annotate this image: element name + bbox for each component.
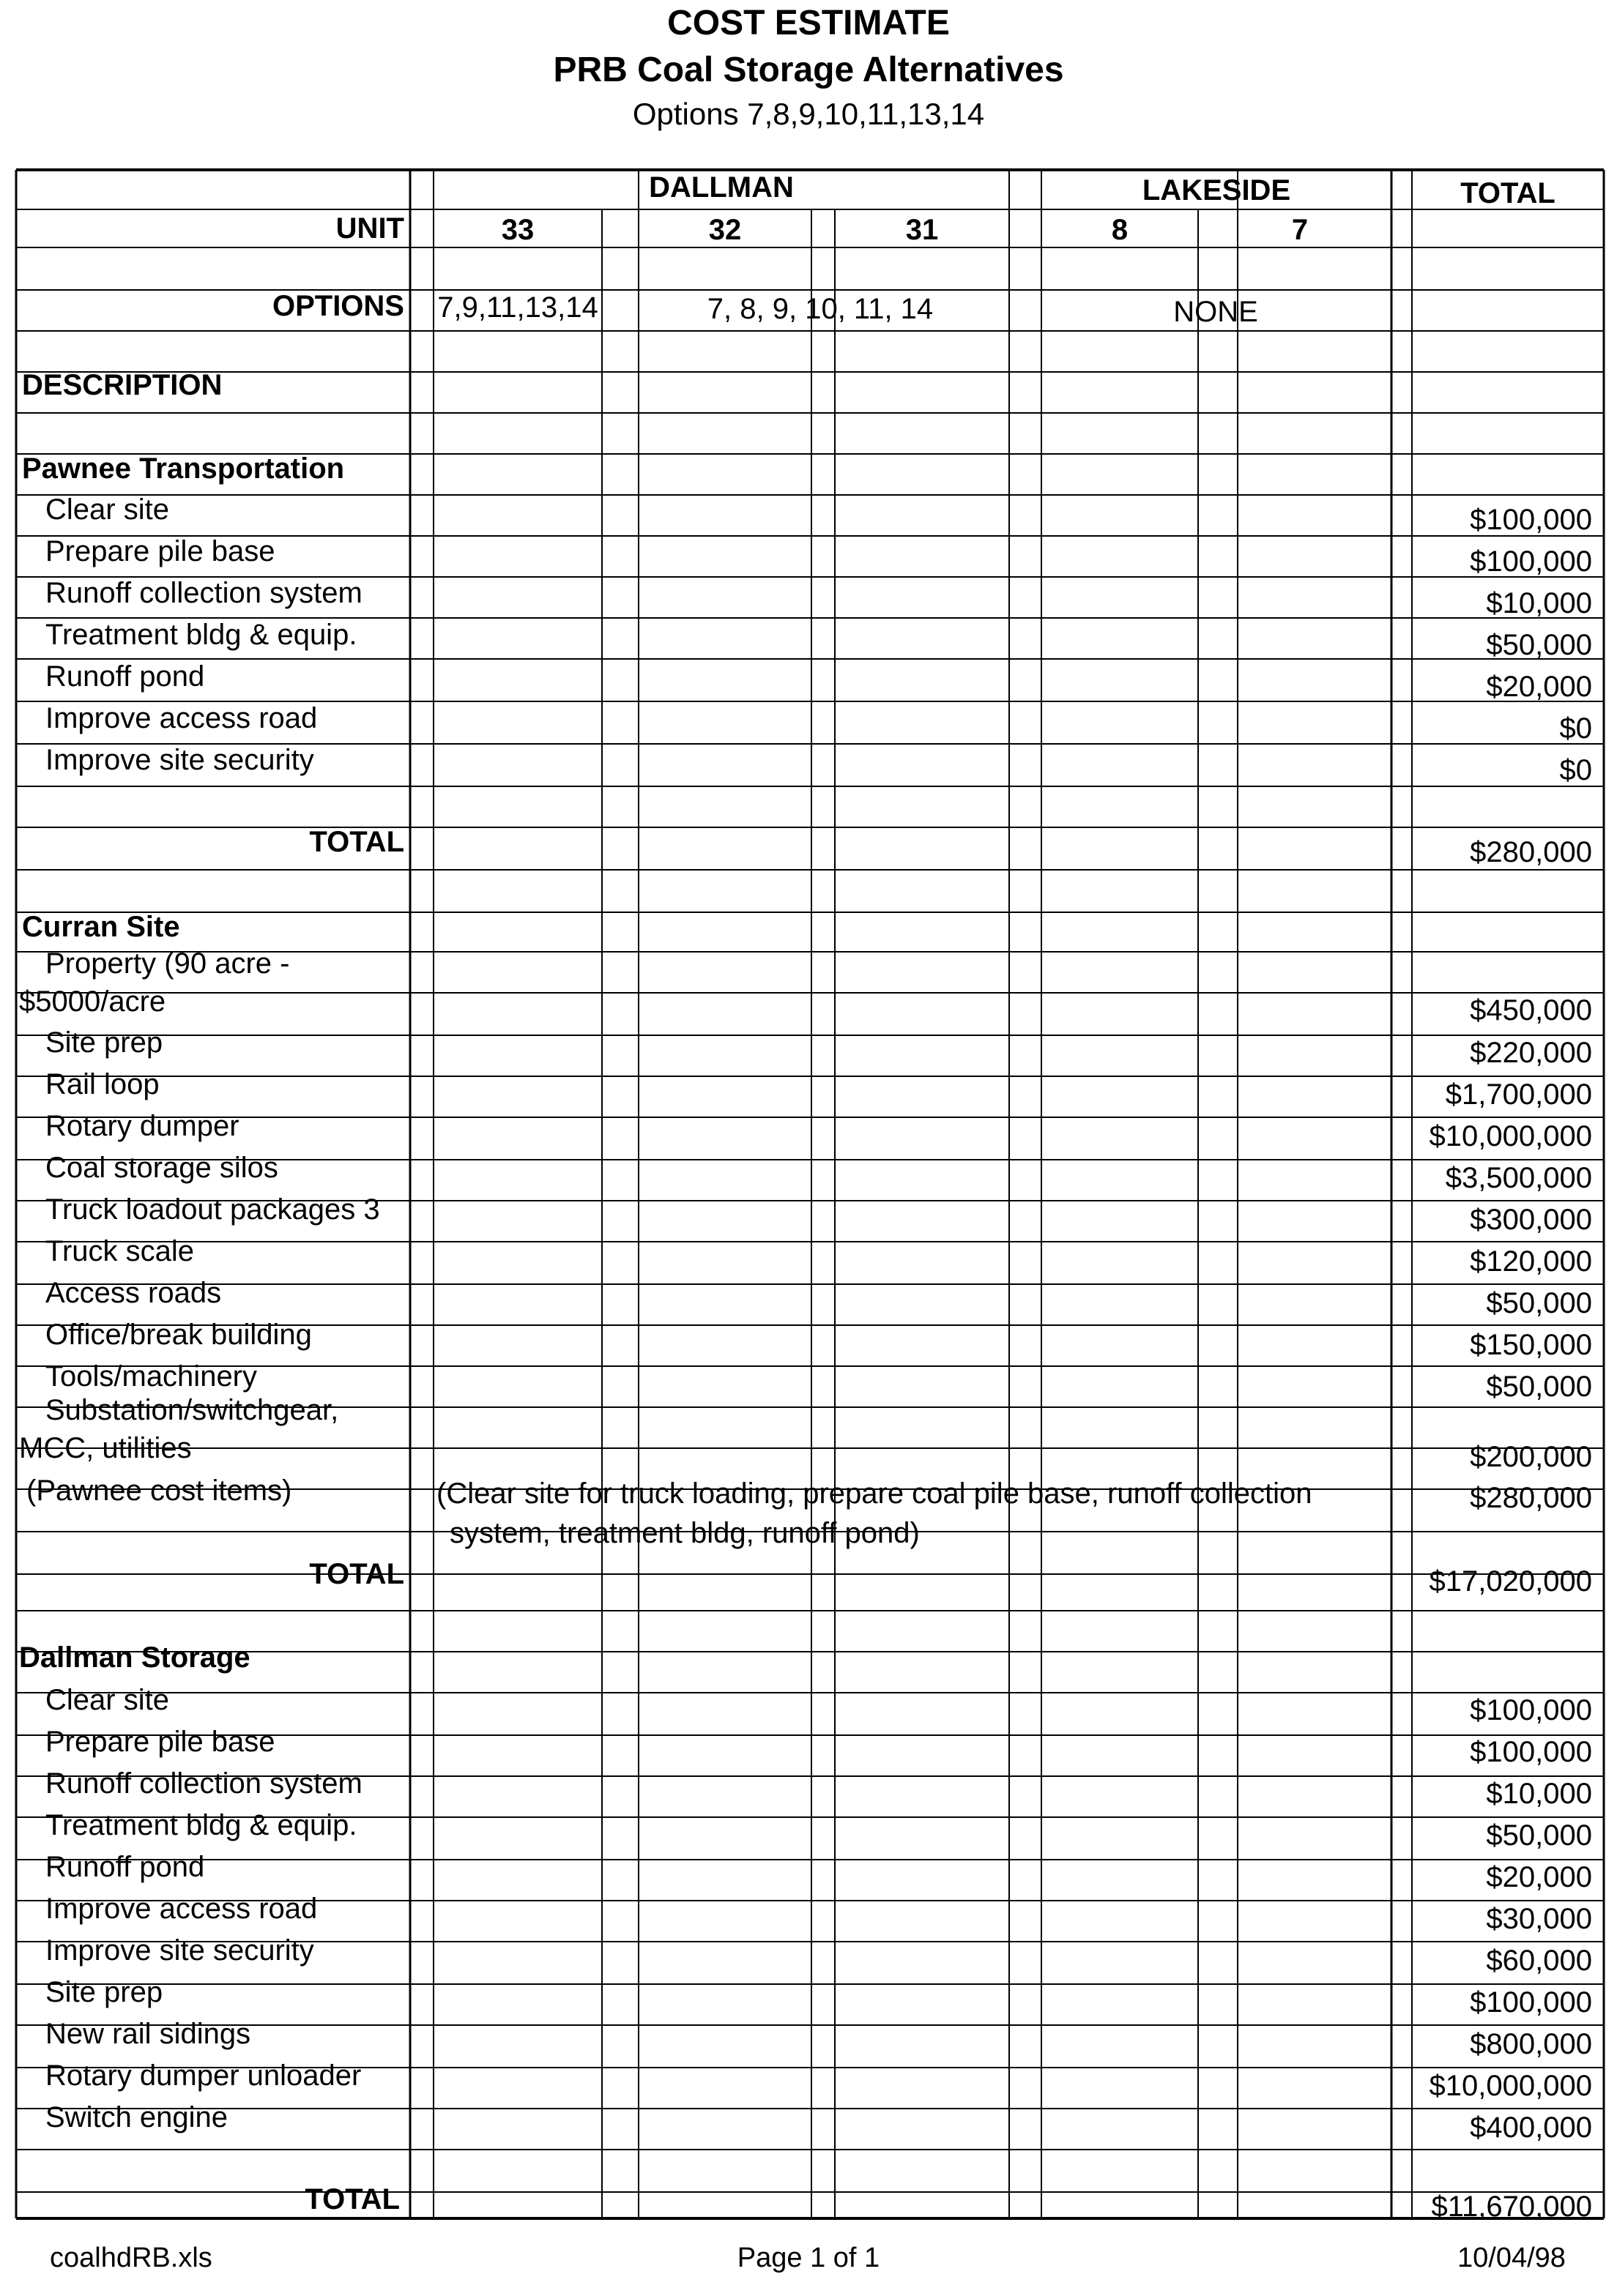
dallman-storage-item-total: $60,000 <box>1486 1945 1592 1977</box>
dallman-storage-item-label: Runoff collection system <box>45 1767 363 1800</box>
options-dallman: 7, 8, 9, 10, 11, 14 <box>707 293 934 325</box>
pawnee-item-label: Runoff collection system <box>45 577 363 609</box>
curran-item-total: $10,000,000 <box>1429 1120 1592 1152</box>
pawnee-item-label: Prepare pile base <box>45 535 275 567</box>
pawnee-item-total: $100,000 <box>1470 504 1592 536</box>
dallman-storage-item-label: Improve access road <box>45 1893 318 1925</box>
pawnee-item-label: Improve access road <box>45 702 318 734</box>
options-label: OPTIONS <box>272 290 404 322</box>
dallman-storage-item-total: $30,000 <box>1486 1903 1592 1935</box>
curran-item-label: Truck loadout packages 3 <box>45 1193 380 1226</box>
curran-item-label: Access roads <box>45 1277 222 1309</box>
curran-item-label: Coal storage silos <box>45 1152 278 1184</box>
curran-pawnee-items-note: system, treatment bldg, runoff pond) <box>450 1517 920 1549</box>
curran-item-total: $1,700,000 <box>1445 1078 1592 1111</box>
dallman-storage-item-total: $50,000 <box>1486 1819 1592 1852</box>
curran-pawnee-items-total: $280,000 <box>1470 1482 1592 1514</box>
dallman-storage-item-total: $20,000 <box>1486 1861 1592 1893</box>
dallman-storage-item-total: $10,000,000 <box>1429 2070 1592 2102</box>
footer-page: Page 1 of 1 <box>737 2243 880 2273</box>
dallman-storage-item-total: $400,000 <box>1470 2112 1592 2144</box>
dallman-storage-item-total: $100,000 <box>1470 1736 1592 1768</box>
pawnee-item-label: Runoff pond <box>45 660 205 693</box>
curran-total-label: TOTAL <box>309 1558 404 1590</box>
description-label: DESCRIPTION <box>22 369 223 401</box>
curran-substation-line1: Substation/switchgear, <box>45 1394 339 1426</box>
curran-item-label: Tools/machinery <box>45 1360 258 1393</box>
dallman-storage-item-label: New rail sidings <box>45 2018 251 2050</box>
dallman-storage-item-label: Switch engine <box>45 2101 228 2133</box>
options-unit-33: 7,9,11,13,14 <box>437 291 598 324</box>
dallman-storage-item-label: Site prep <box>45 1976 163 2008</box>
pawnee-item-label: Clear site <box>45 493 169 526</box>
dallman-storage-total-label: TOTAL <box>305 2183 400 2215</box>
dallman-storage-total-value: $11,670,000 <box>1431 2191 1592 2223</box>
document-subtitle: PRB Coal Storage Alternatives <box>553 51 1064 89</box>
pawnee-item-total: $20,000 <box>1486 671 1592 703</box>
footer-date: 10/04/98 <box>1457 2243 1566 2273</box>
curran-item-label: Rail loop <box>45 1068 160 1100</box>
curran-item-total: $300,000 <box>1470 1204 1592 1236</box>
unit-number: 33 <box>501 214 535 246</box>
unit-label: UNIT <box>335 212 404 245</box>
curran-item-label: Rotary dumper <box>45 1110 239 1142</box>
lakeside-group-header: LAKESIDE <box>1142 174 1291 206</box>
unit-number: 32 <box>708 214 742 246</box>
dallman-storage-item-label: Clear site <box>45 1684 169 1716</box>
curran-substation-total: $200,000 <box>1470 1441 1592 1473</box>
pawnee-item-total: $10,000 <box>1486 587 1592 619</box>
pawnee-item-label: Treatment bldg & equip. <box>45 619 357 651</box>
dallman-storage-item-label: Runoff pond <box>45 1851 205 1883</box>
total-column-header: TOTAL <box>1460 177 1555 209</box>
dallman-storage-item-label: Treatment bldg & equip. <box>45 1809 357 1841</box>
curran-heading: Curran Site <box>22 911 180 943</box>
document-title: COST ESTIMATE <box>667 4 950 42</box>
dallman-storage-item-total: $800,000 <box>1470 2028 1592 2060</box>
unit-number: 31 <box>905 214 939 246</box>
pawnee-item-total: $0 <box>1559 754 1592 786</box>
dallman-storage-item-total: $100,000 <box>1470 1694 1592 1726</box>
curran-item-total: $50,000 <box>1486 1371 1592 1403</box>
pawnee-heading: Pawnee Transportation <box>22 452 345 485</box>
options-lakeside: NONE <box>1173 296 1258 328</box>
curran-property-line2: $5000/acre <box>19 985 166 1018</box>
options-line: Options 7,8,9,10,11,13,14 <box>632 97 985 131</box>
dallman-storage-item-total: $100,000 <box>1470 1986 1592 2019</box>
dallman-storage-item-label: Rotary dumper unloader <box>45 2060 362 2092</box>
curran-substation-line2: MCC, utilities <box>19 1432 192 1464</box>
pawnee-total-value: $280,000 <box>1470 836 1592 868</box>
curran-item-total: $220,000 <box>1470 1037 1592 1069</box>
curran-item-label: Office/break building <box>45 1319 312 1351</box>
dallman-storage-item-label: Prepare pile base <box>45 1726 275 1758</box>
curran-item-total: $50,000 <box>1486 1287 1592 1319</box>
curran-item-total: $3,500,000 <box>1445 1162 1592 1194</box>
curran-property-total: $450,000 <box>1470 994 1592 1026</box>
pawnee-item-total: $100,000 <box>1470 545 1592 578</box>
curran-total-value: $17,020,000 <box>1429 1565 1592 1598</box>
pawnee-total-label: TOTAL <box>309 826 404 858</box>
dallman-group-header: DALLMAN <box>649 171 794 204</box>
pawnee-item-label: Improve site security <box>45 744 314 776</box>
pawnee-item-total: $50,000 <box>1486 629 1592 661</box>
curran-property-line1: Property (90 acre - <box>45 947 290 980</box>
unit-number: 8 <box>1111 214 1129 246</box>
footer-filename: coalhdRB.xls <box>50 2243 212 2273</box>
curran-item-total: $150,000 <box>1470 1329 1592 1361</box>
dallman-storage-item-total: $10,000 <box>1486 1778 1592 1810</box>
curran-item-label: Site prep <box>45 1026 163 1059</box>
dallman-storage-item-label: Improve site security <box>45 1934 314 1967</box>
unit-number: 7 <box>1291 214 1309 246</box>
curran-pawnee-items-note: (Clear site for truck loading, prepare coal pile base, runoff collection <box>436 1477 1312 1510</box>
dallman-storage-heading: Dallman Storage <box>19 1641 250 1674</box>
curran-item-total: $120,000 <box>1470 1245 1592 1278</box>
curran-pawnee-items-label: (Pawnee cost items) <box>26 1475 292 1507</box>
curran-item-label: Truck scale <box>45 1235 195 1267</box>
pawnee-item-total: $0 <box>1559 712 1592 745</box>
